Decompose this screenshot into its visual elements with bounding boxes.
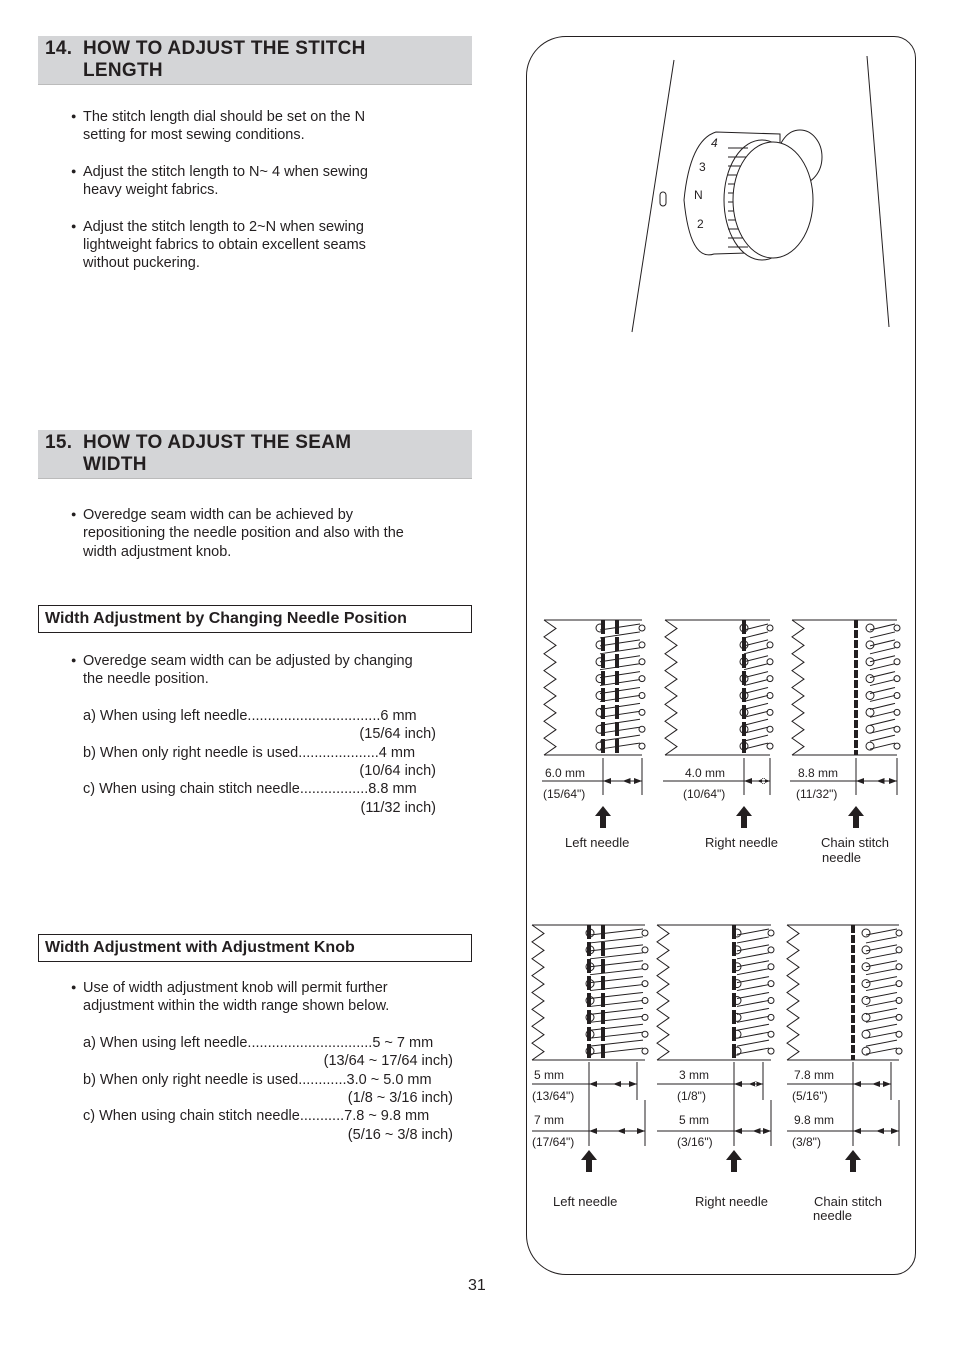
spec-item-inch: (15/64 inch) xyxy=(359,726,436,743)
width-mm: 8.8 mm xyxy=(798,766,839,780)
overlock-loop xyxy=(590,1040,643,1046)
loop-bead xyxy=(642,1048,648,1054)
loop-bead xyxy=(894,625,900,631)
overlock-loop xyxy=(866,937,897,943)
overlock-loop xyxy=(866,1016,897,1022)
dimension-arrow xyxy=(853,1081,891,1087)
loop-bead xyxy=(862,1030,870,1038)
loop-bead xyxy=(642,964,648,970)
spec-item: b) When only right needle is used....................4 mm xyxy=(83,744,416,761)
loop-bead xyxy=(896,981,902,987)
overlock-loop xyxy=(590,1016,643,1022)
dial-indicator-mark xyxy=(660,192,666,206)
overlock-loop xyxy=(870,664,895,670)
overlock-loop xyxy=(866,969,897,975)
overlock-loop xyxy=(744,703,768,709)
overlock-loop xyxy=(737,1016,769,1022)
overlock-loop xyxy=(600,664,640,670)
overlock-loop xyxy=(866,945,897,951)
overlock-loop xyxy=(590,961,643,967)
overlock-loop xyxy=(600,632,640,638)
bullet-icon: ● xyxy=(71,220,77,231)
spec-item-inch: (5/16 ~ 3/8 inch) xyxy=(347,1126,453,1143)
fabric-cut-edge xyxy=(787,925,799,1060)
overlock-loop xyxy=(866,1032,897,1038)
fabric-cut-edge xyxy=(665,620,677,755)
adjust-knob-title: Width Adjustment with Adjustment Knob xyxy=(45,939,355,956)
loop-bead xyxy=(639,676,645,682)
overlock-loop xyxy=(590,937,643,943)
loop-bead xyxy=(862,929,870,937)
bullet-icon: ● xyxy=(71,982,77,992)
overlock-loop xyxy=(870,735,895,741)
max-width-mm: 5 mm xyxy=(679,1113,709,1127)
bullet-icon: ● xyxy=(71,165,77,176)
bullet-icon: ● xyxy=(71,655,77,665)
overlock-loop xyxy=(737,977,769,983)
overlock-loop xyxy=(744,688,768,694)
overlock-loop xyxy=(600,727,640,733)
loop-bead xyxy=(866,708,874,716)
loop-bead xyxy=(862,1013,870,1021)
loop-bead xyxy=(642,981,648,987)
loop-bead xyxy=(896,930,902,936)
loop-bead xyxy=(767,743,773,749)
bullet-text: Overedge seam width can be achieved by xyxy=(83,507,354,523)
overlock-loop xyxy=(600,711,640,717)
overlock-loop xyxy=(600,719,640,725)
loop-bead xyxy=(768,981,774,987)
overlock-loop xyxy=(590,969,643,975)
bullet-text: The stitch length dial should be set on the N xyxy=(83,109,366,125)
dimension-arrow xyxy=(853,1128,899,1134)
overlock-loop xyxy=(866,929,897,935)
spec-item: b) When only right needle is used............3.0 ~ 5.0 mm xyxy=(83,1071,432,1088)
overlock-loop xyxy=(866,1008,897,1014)
overlock-loop xyxy=(600,735,640,741)
overlock-loop xyxy=(600,656,640,662)
overlock-loop xyxy=(737,945,769,951)
overlock-loop xyxy=(737,993,769,999)
overlock-loop xyxy=(737,1040,769,1046)
dimension-arrow xyxy=(734,1128,771,1134)
loop-bead xyxy=(894,726,900,732)
arrow-up-icon xyxy=(581,1150,597,1172)
overlock-loop xyxy=(600,703,640,709)
bullet-text: Adjust the stitch length to 2~N when sewing xyxy=(83,218,364,235)
overlock-loop xyxy=(737,1008,769,1014)
loop-bead xyxy=(639,642,645,648)
section-15-number: 15. xyxy=(45,432,73,453)
loop-bead xyxy=(639,743,645,749)
loop-bead xyxy=(767,676,773,682)
spec-item-inch: (10/64 inch) xyxy=(359,762,436,779)
loop-bead xyxy=(896,1048,902,1054)
overlock-loop xyxy=(870,688,895,694)
overlock-loop xyxy=(737,1024,769,1030)
bullet-text: Use of width adjustment knob will permit further xyxy=(83,980,388,996)
machine-edge-line xyxy=(632,60,674,332)
overlock-loop xyxy=(866,993,897,999)
overlock-loop xyxy=(737,985,769,991)
needle-caption: Chain stitch xyxy=(821,835,889,850)
width-inch: (11/32") xyxy=(796,787,838,801)
max-width-mm: 9.8 mm xyxy=(794,1113,835,1127)
bullet-text: width adjustment knob. xyxy=(83,543,232,560)
width-inch: (10/64") xyxy=(683,787,726,801)
section-14-title-2: LENGTH xyxy=(83,60,163,81)
arrow-up-icon xyxy=(845,1150,861,1172)
loop-bead xyxy=(862,997,870,1005)
overlock-loop xyxy=(866,1024,897,1030)
section-15-title: HOW TO ADJUST THE SEAM xyxy=(83,432,352,453)
bullet-text: adjustment within the width range shown below. xyxy=(83,998,390,1015)
overlock-loop xyxy=(866,961,897,967)
bullet-icon: ● xyxy=(71,509,77,519)
overlock-loop xyxy=(866,953,897,959)
overlock-loop xyxy=(590,1000,643,1006)
loop-bead xyxy=(866,624,874,632)
bullet-text: without puckering. xyxy=(83,255,200,272)
loop-bead xyxy=(767,659,773,665)
overlock-loop xyxy=(870,648,895,654)
overlock-loop xyxy=(744,735,768,741)
max-width-inch: (3/16") xyxy=(677,1135,713,1149)
overlock-loop xyxy=(870,719,895,725)
width-mm: 4.0 mm xyxy=(685,766,726,780)
fabric-cut-edge xyxy=(792,620,804,755)
min-width-inch: (13/64") xyxy=(532,1089,575,1103)
overlock-loop xyxy=(866,977,897,983)
overlock-loop xyxy=(590,929,643,935)
overlock-loop xyxy=(744,719,768,725)
loop-bead xyxy=(768,964,774,970)
dimension-arrow xyxy=(744,778,770,784)
loop-bead xyxy=(639,625,645,631)
loop-bead xyxy=(894,676,900,682)
loop-bead xyxy=(639,709,645,715)
fabric-cut-edge xyxy=(532,925,544,1060)
overlock-loop xyxy=(866,1000,897,1006)
overlock-loop xyxy=(600,672,640,678)
overlock-loop xyxy=(737,929,769,935)
max-width-inch: (3/8") xyxy=(792,1135,821,1149)
loop-bead xyxy=(894,659,900,665)
needle-caption: needle xyxy=(813,1208,853,1223)
spec-item: c) When using chain stitch needle...........7.8 ~ 9.8 mm xyxy=(83,1108,430,1125)
overlock-loop xyxy=(737,969,769,975)
overlock-loop xyxy=(744,648,768,654)
loop-bead xyxy=(642,1014,648,1020)
bullet-text: lightweight fabrics to obtain excellent seams xyxy=(83,237,366,254)
needle-caption: Right needle xyxy=(705,835,778,850)
max-width-mm: 7 mm xyxy=(534,1113,564,1127)
overlock-loop xyxy=(600,688,640,694)
section-14-number: 14. xyxy=(45,38,73,59)
overlock-loop xyxy=(590,993,643,999)
overlock-loop xyxy=(590,977,643,983)
loop-bead xyxy=(896,1014,902,1020)
bullet-text: repositioning the needle position and also with the xyxy=(83,525,404,542)
arrow-up-icon xyxy=(736,806,752,828)
loop-bead xyxy=(866,692,874,700)
overlock-loop xyxy=(600,624,640,630)
bullet-text: Overedge seam width can be adjusted by changing xyxy=(83,653,413,669)
overlock-loop xyxy=(744,664,768,670)
spec-item-inch: (11/32 inch) xyxy=(360,799,436,816)
needle-caption: Chain stitch xyxy=(814,1194,882,1209)
arrow-up-icon xyxy=(595,806,611,828)
bullet-text: heavy weight fabrics. xyxy=(83,182,219,199)
loop-bead xyxy=(866,725,874,733)
loop-bead xyxy=(768,930,774,936)
bullet-text: the needle position. xyxy=(83,671,209,688)
dimension-arrow xyxy=(734,1081,763,1087)
loop-bead xyxy=(866,675,874,683)
loop-bead xyxy=(894,642,900,648)
loop-bead xyxy=(642,947,648,953)
loop-bead xyxy=(767,625,773,631)
width-inch: (15/64") xyxy=(543,787,586,801)
bullet-text: Adjust the stitch length to N~ 4 when sewing xyxy=(83,163,368,180)
section-14-title: HOW TO ADJUST THE STITCH xyxy=(83,38,366,59)
loop-bead xyxy=(768,1048,774,1054)
needle-caption: Left needle xyxy=(553,1194,618,1209)
dimension-arrow xyxy=(589,1081,637,1087)
dial-mark: 3 xyxy=(699,160,706,174)
spec-item: c) When using chain stitch needle.................8.8 mm xyxy=(83,781,417,798)
overlock-loop xyxy=(600,695,640,701)
bullet-icon: ● xyxy=(71,111,77,121)
loop-bead xyxy=(767,709,773,715)
overlock-loop xyxy=(737,1048,769,1054)
overlock-loop xyxy=(590,1024,643,1030)
overlock-loop xyxy=(737,937,769,943)
overlock-loop xyxy=(737,1000,769,1006)
loop-bead xyxy=(642,930,648,936)
loop-bead xyxy=(896,1031,902,1037)
loop-bead xyxy=(768,1031,774,1037)
bullet-text: setting for most sewing conditions. xyxy=(83,127,305,144)
dial-mark: N xyxy=(694,188,703,202)
overlock-loop xyxy=(737,953,769,959)
needle-caption: Right needle xyxy=(695,1194,768,1209)
overlock-loop xyxy=(600,743,640,749)
loop-bead xyxy=(767,642,773,648)
min-width-inch: (5/16") xyxy=(792,1089,828,1103)
needle-caption: needle xyxy=(822,850,862,865)
overlock-loop xyxy=(600,640,640,646)
fabric-cut-edge xyxy=(657,925,669,1060)
loop-bead xyxy=(894,743,900,749)
loop-bead xyxy=(768,1014,774,1020)
min-width-inch: (1/8") xyxy=(677,1089,706,1103)
spec-item-inch: (13/64 ~ 17/64 inch) xyxy=(323,1053,453,1070)
overlock-loop xyxy=(866,1048,897,1054)
overlock-loop xyxy=(590,945,643,951)
loop-bead xyxy=(639,659,645,665)
arrow-up-icon xyxy=(726,1150,742,1172)
loop-bead xyxy=(639,726,645,732)
page-number: 31 xyxy=(468,1277,486,1294)
dial-mark: 2 xyxy=(697,217,704,231)
fabric-cut-edge xyxy=(544,620,556,755)
max-width-inch: (17/64") xyxy=(532,1135,575,1149)
overlock-loop xyxy=(590,1048,643,1054)
loop-bead xyxy=(894,709,900,715)
dial-face xyxy=(733,142,813,258)
section-15-title-2: WIDTH xyxy=(83,454,147,475)
min-width-mm: 5 mm xyxy=(534,1068,564,1082)
overlock-loop xyxy=(737,961,769,967)
spec-item-inch: (1/8 ~ 3/16 inch) xyxy=(347,1089,453,1106)
loop-bead xyxy=(896,964,902,970)
overlock-loop xyxy=(737,1032,769,1038)
arrow-up-icon xyxy=(848,806,864,828)
dimension-arrow xyxy=(856,778,897,784)
needle-position-title: Width Adjustment by Changing Needle Position xyxy=(45,610,407,627)
loop-bead xyxy=(767,726,773,732)
dial-mark: 4 xyxy=(711,136,718,150)
overlock-loop xyxy=(870,632,895,638)
overlock-loop xyxy=(866,1040,897,1046)
overlock-loop xyxy=(590,1008,643,1014)
overlock-loop xyxy=(600,648,640,654)
spec-item: a) When using left needle.................................6 mm xyxy=(83,708,417,724)
overlock-loop xyxy=(600,680,640,686)
width-mm: 6.0 mm xyxy=(545,766,586,780)
overlock-loop xyxy=(744,632,768,638)
overlock-loop xyxy=(866,985,897,991)
machine-edge-line xyxy=(867,56,889,327)
overlock-loop xyxy=(590,953,643,959)
dimension-arrow xyxy=(603,778,642,784)
loop-bead xyxy=(896,947,902,953)
loop-bead xyxy=(862,980,870,988)
loop-bead xyxy=(768,947,774,953)
needle-caption: Left needle xyxy=(565,835,630,850)
loop-bead xyxy=(642,1031,648,1037)
overlock-loop xyxy=(590,1032,643,1038)
min-width-mm: 7.8 mm xyxy=(794,1068,835,1082)
spec-item: a) When using left needle...............................5 ~ 7 mm xyxy=(83,1035,434,1051)
min-width-mm: 3 mm xyxy=(679,1068,709,1082)
overlock-loop xyxy=(590,985,643,991)
overlock-loop xyxy=(870,703,895,709)
